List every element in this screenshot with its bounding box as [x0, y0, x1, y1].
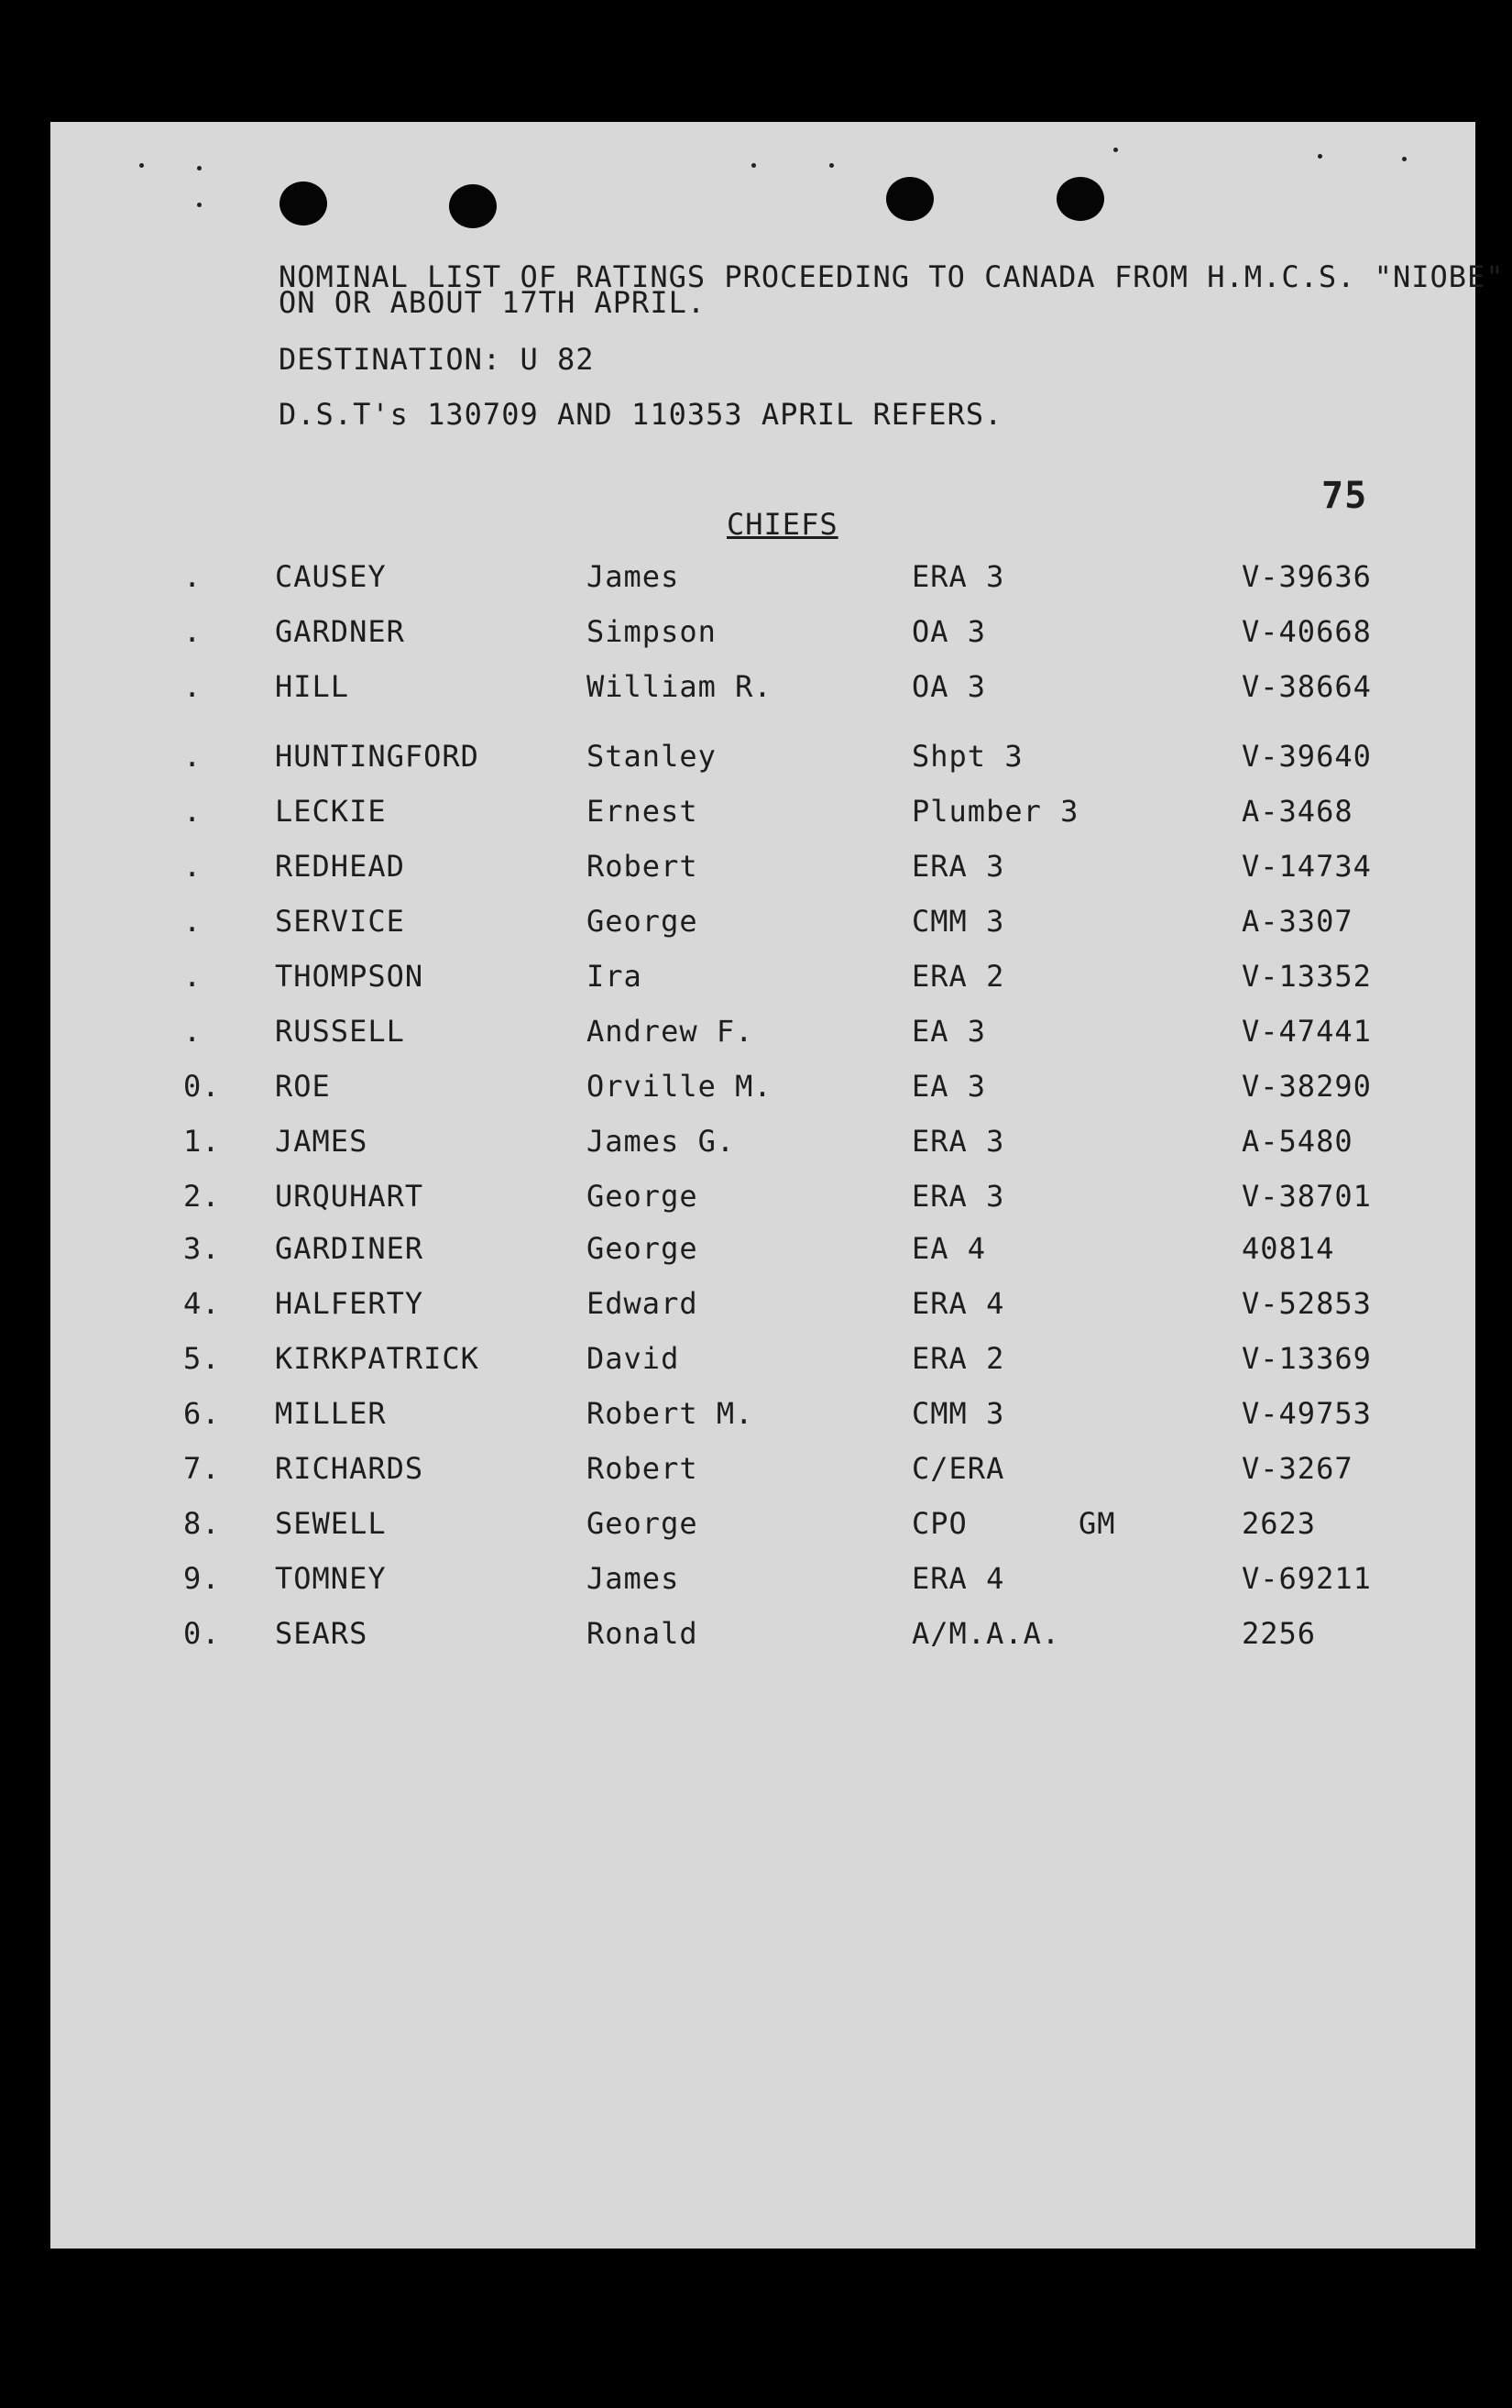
list-row — [50, 669, 1475, 715]
rating: ERA 4 — [912, 1561, 1005, 1596]
given-name: George — [586, 1506, 698, 1541]
surname: URQUHART — [275, 1179, 424, 1214]
surname: JAMES — [275, 1124, 368, 1159]
rating: ERA 3 — [912, 1124, 1005, 1159]
rating: A/M.A.A. — [912, 1616, 1061, 1651]
given-name: Robert — [586, 849, 698, 884]
document-page — [50, 122, 1505, 2249]
row-number: 6. — [183, 1396, 221, 1431]
official-number: V-47441 — [1242, 1014, 1372, 1049]
official-number: A-3468 — [1242, 794, 1353, 829]
rating: CMM 3 — [912, 1396, 1005, 1431]
list-row — [50, 559, 1475, 605]
row-number: . — [183, 1014, 203, 1049]
list-row — [50, 739, 1475, 785]
punch-hole — [279, 181, 327, 225]
row-number: . — [183, 794, 203, 829]
rating: Plumber 3 — [912, 794, 1079, 829]
surname: HUNTINGFORD — [275, 739, 479, 774]
rating: CMM 3 — [912, 904, 1005, 939]
row-number: . — [183, 959, 203, 994]
given-name: James — [586, 1561, 680, 1596]
official-number: V-38701 — [1242, 1179, 1372, 1214]
list-row — [50, 794, 1475, 840]
rating: ERA 2 — [912, 1341, 1005, 1376]
row-number: 2. — [183, 1179, 221, 1214]
surname: HALFERTY — [275, 1286, 424, 1321]
list-row — [50, 1561, 1475, 1607]
list-row — [50, 1286, 1475, 1332]
surname: TOMNEY — [275, 1561, 387, 1596]
list-row — [50, 1124, 1475, 1170]
row-number: . — [183, 669, 203, 704]
given-name: George — [586, 1231, 698, 1266]
row-number: . — [183, 739, 203, 774]
official-number: 2256 — [1242, 1616, 1317, 1651]
surname: SEWELL — [275, 1506, 387, 1541]
list-row — [50, 1231, 1475, 1277]
rating: C/ERA — [912, 1451, 1005, 1486]
row-number: . — [183, 614, 203, 649]
given-name: Robert M. — [586, 1396, 754, 1431]
list-row — [50, 1069, 1475, 1115]
punch-hole — [1057, 177, 1104, 221]
surname: ROE — [275, 1069, 331, 1104]
rating: OA 3 — [912, 614, 987, 649]
given-name: James — [586, 559, 680, 594]
surname: RUSSELL — [275, 1014, 405, 1049]
row-number: 3. — [183, 1231, 221, 1266]
reference-line: D.S.T's 130709 AND 110353 APRIL REFERS. — [279, 397, 1003, 432]
list-row — [50, 1616, 1475, 1662]
rating: ERA 2 — [912, 959, 1005, 994]
official-number: V-52853 — [1242, 1286, 1372, 1321]
rating: Shpt 3 — [912, 739, 1024, 774]
given-name: William R. — [586, 669, 772, 704]
list-row — [50, 1506, 1475, 1552]
paper-speck — [139, 163, 144, 168]
row-number: . — [183, 559, 203, 594]
list-row — [50, 849, 1475, 895]
given-name: Ronald — [586, 1616, 698, 1651]
row-number: 7. — [183, 1451, 221, 1486]
official-number: 40814 — [1242, 1231, 1335, 1266]
rating: CPO — [912, 1506, 968, 1541]
list-row — [50, 1341, 1475, 1387]
row-number: . — [183, 849, 203, 884]
official-number: V-39640 — [1242, 739, 1372, 774]
given-name: George — [586, 904, 698, 939]
rating: EA 3 — [912, 1014, 987, 1049]
row-number: . — [183, 904, 203, 939]
list-row — [50, 904, 1475, 950]
list-row — [50, 959, 1475, 1005]
destination-line: DESTINATION: U 82 — [279, 342, 595, 377]
official-number: V-38290 — [1242, 1069, 1372, 1104]
official-number: V-13352 — [1242, 959, 1372, 994]
paper-speck — [1318, 154, 1322, 159]
given-name: George — [586, 1179, 698, 1214]
branch: GM — [1079, 1506, 1116, 1541]
surname: HILL — [275, 669, 350, 704]
paper-speck — [197, 203, 202, 207]
paper-speck — [751, 163, 756, 168]
rating: ERA 3 — [912, 849, 1005, 884]
surname: SEARS — [275, 1616, 368, 1651]
row-number: 0. — [183, 1616, 221, 1651]
rating: ERA 4 — [912, 1286, 1005, 1321]
paper-speck — [197, 166, 202, 170]
rating: OA 3 — [912, 669, 987, 704]
official-number: V-14734 — [1242, 849, 1372, 884]
header-line-2: ON OR ABOUT 17TH APRIL. — [279, 285, 707, 320]
row-number: 1. — [183, 1124, 221, 1159]
paper-speck — [1402, 157, 1407, 161]
surname: THOMPSON — [275, 959, 424, 994]
official-number: V-13369 — [1242, 1341, 1372, 1376]
official-number: V-3267 — [1242, 1451, 1353, 1486]
official-number: A-3307 — [1242, 904, 1353, 939]
punch-hole — [449, 184, 497, 228]
given-name: Simpson — [586, 614, 717, 649]
given-name: Ernest — [586, 794, 698, 829]
official-number: 2623 — [1242, 1506, 1317, 1541]
rating: ERA 3 — [912, 1179, 1005, 1214]
paper-speck — [1113, 148, 1118, 152]
list-row — [50, 1396, 1475, 1442]
surname: SERVICE — [275, 904, 405, 939]
given-name: James G. — [586, 1124, 736, 1159]
official-number: V-38664 — [1242, 669, 1372, 704]
rating: ERA 3 — [912, 559, 1005, 594]
official-number: A-5480 — [1242, 1124, 1353, 1159]
surname: CAUSEY — [275, 559, 387, 594]
surname: LECKIE — [275, 794, 387, 829]
punch-hole — [886, 177, 934, 221]
given-name: Robert — [586, 1451, 698, 1486]
given-name: Orville M. — [586, 1069, 772, 1104]
given-name: Stanley — [586, 739, 717, 774]
surname: MILLER — [275, 1396, 387, 1431]
given-name: Andrew F. — [586, 1014, 754, 1049]
row-number: 0. — [183, 1069, 221, 1104]
given-name: Ira — [586, 959, 642, 994]
official-number: V-40668 — [1242, 614, 1372, 649]
section-title: CHIEFS — [727, 507, 838, 542]
official-number: V-69211 — [1242, 1561, 1372, 1596]
surname: KIRKPATRICK — [275, 1341, 479, 1376]
surname: RICHARDS — [275, 1451, 424, 1486]
page-number: 75 — [1321, 475, 1368, 517]
row-number: 4. — [183, 1286, 221, 1321]
surname: GARDNER — [275, 614, 405, 649]
official-number: V-49753 — [1242, 1396, 1372, 1431]
list-row — [50, 1179, 1475, 1225]
list-row — [50, 1014, 1475, 1060]
official-number: V-39636 — [1242, 559, 1372, 594]
row-number: 9. — [183, 1561, 221, 1596]
rating: EA 4 — [912, 1231, 987, 1266]
given-name: David — [586, 1341, 680, 1376]
given-name: Edward — [586, 1286, 698, 1321]
surname: GARDINER — [275, 1231, 424, 1266]
header-line-1: NOMINAL LIST OF RATINGS PROCEEDING TO CANADA FROM H.M.C.S. "NIOBE" — [279, 259, 1505, 294]
list-row — [50, 1451, 1475, 1497]
row-number: 8. — [183, 1506, 221, 1541]
rating: EA 3 — [912, 1069, 987, 1104]
row-number: 5. — [183, 1341, 221, 1376]
paper-speck — [829, 163, 834, 168]
surname: REDHEAD — [275, 849, 405, 884]
list-row — [50, 614, 1475, 660]
